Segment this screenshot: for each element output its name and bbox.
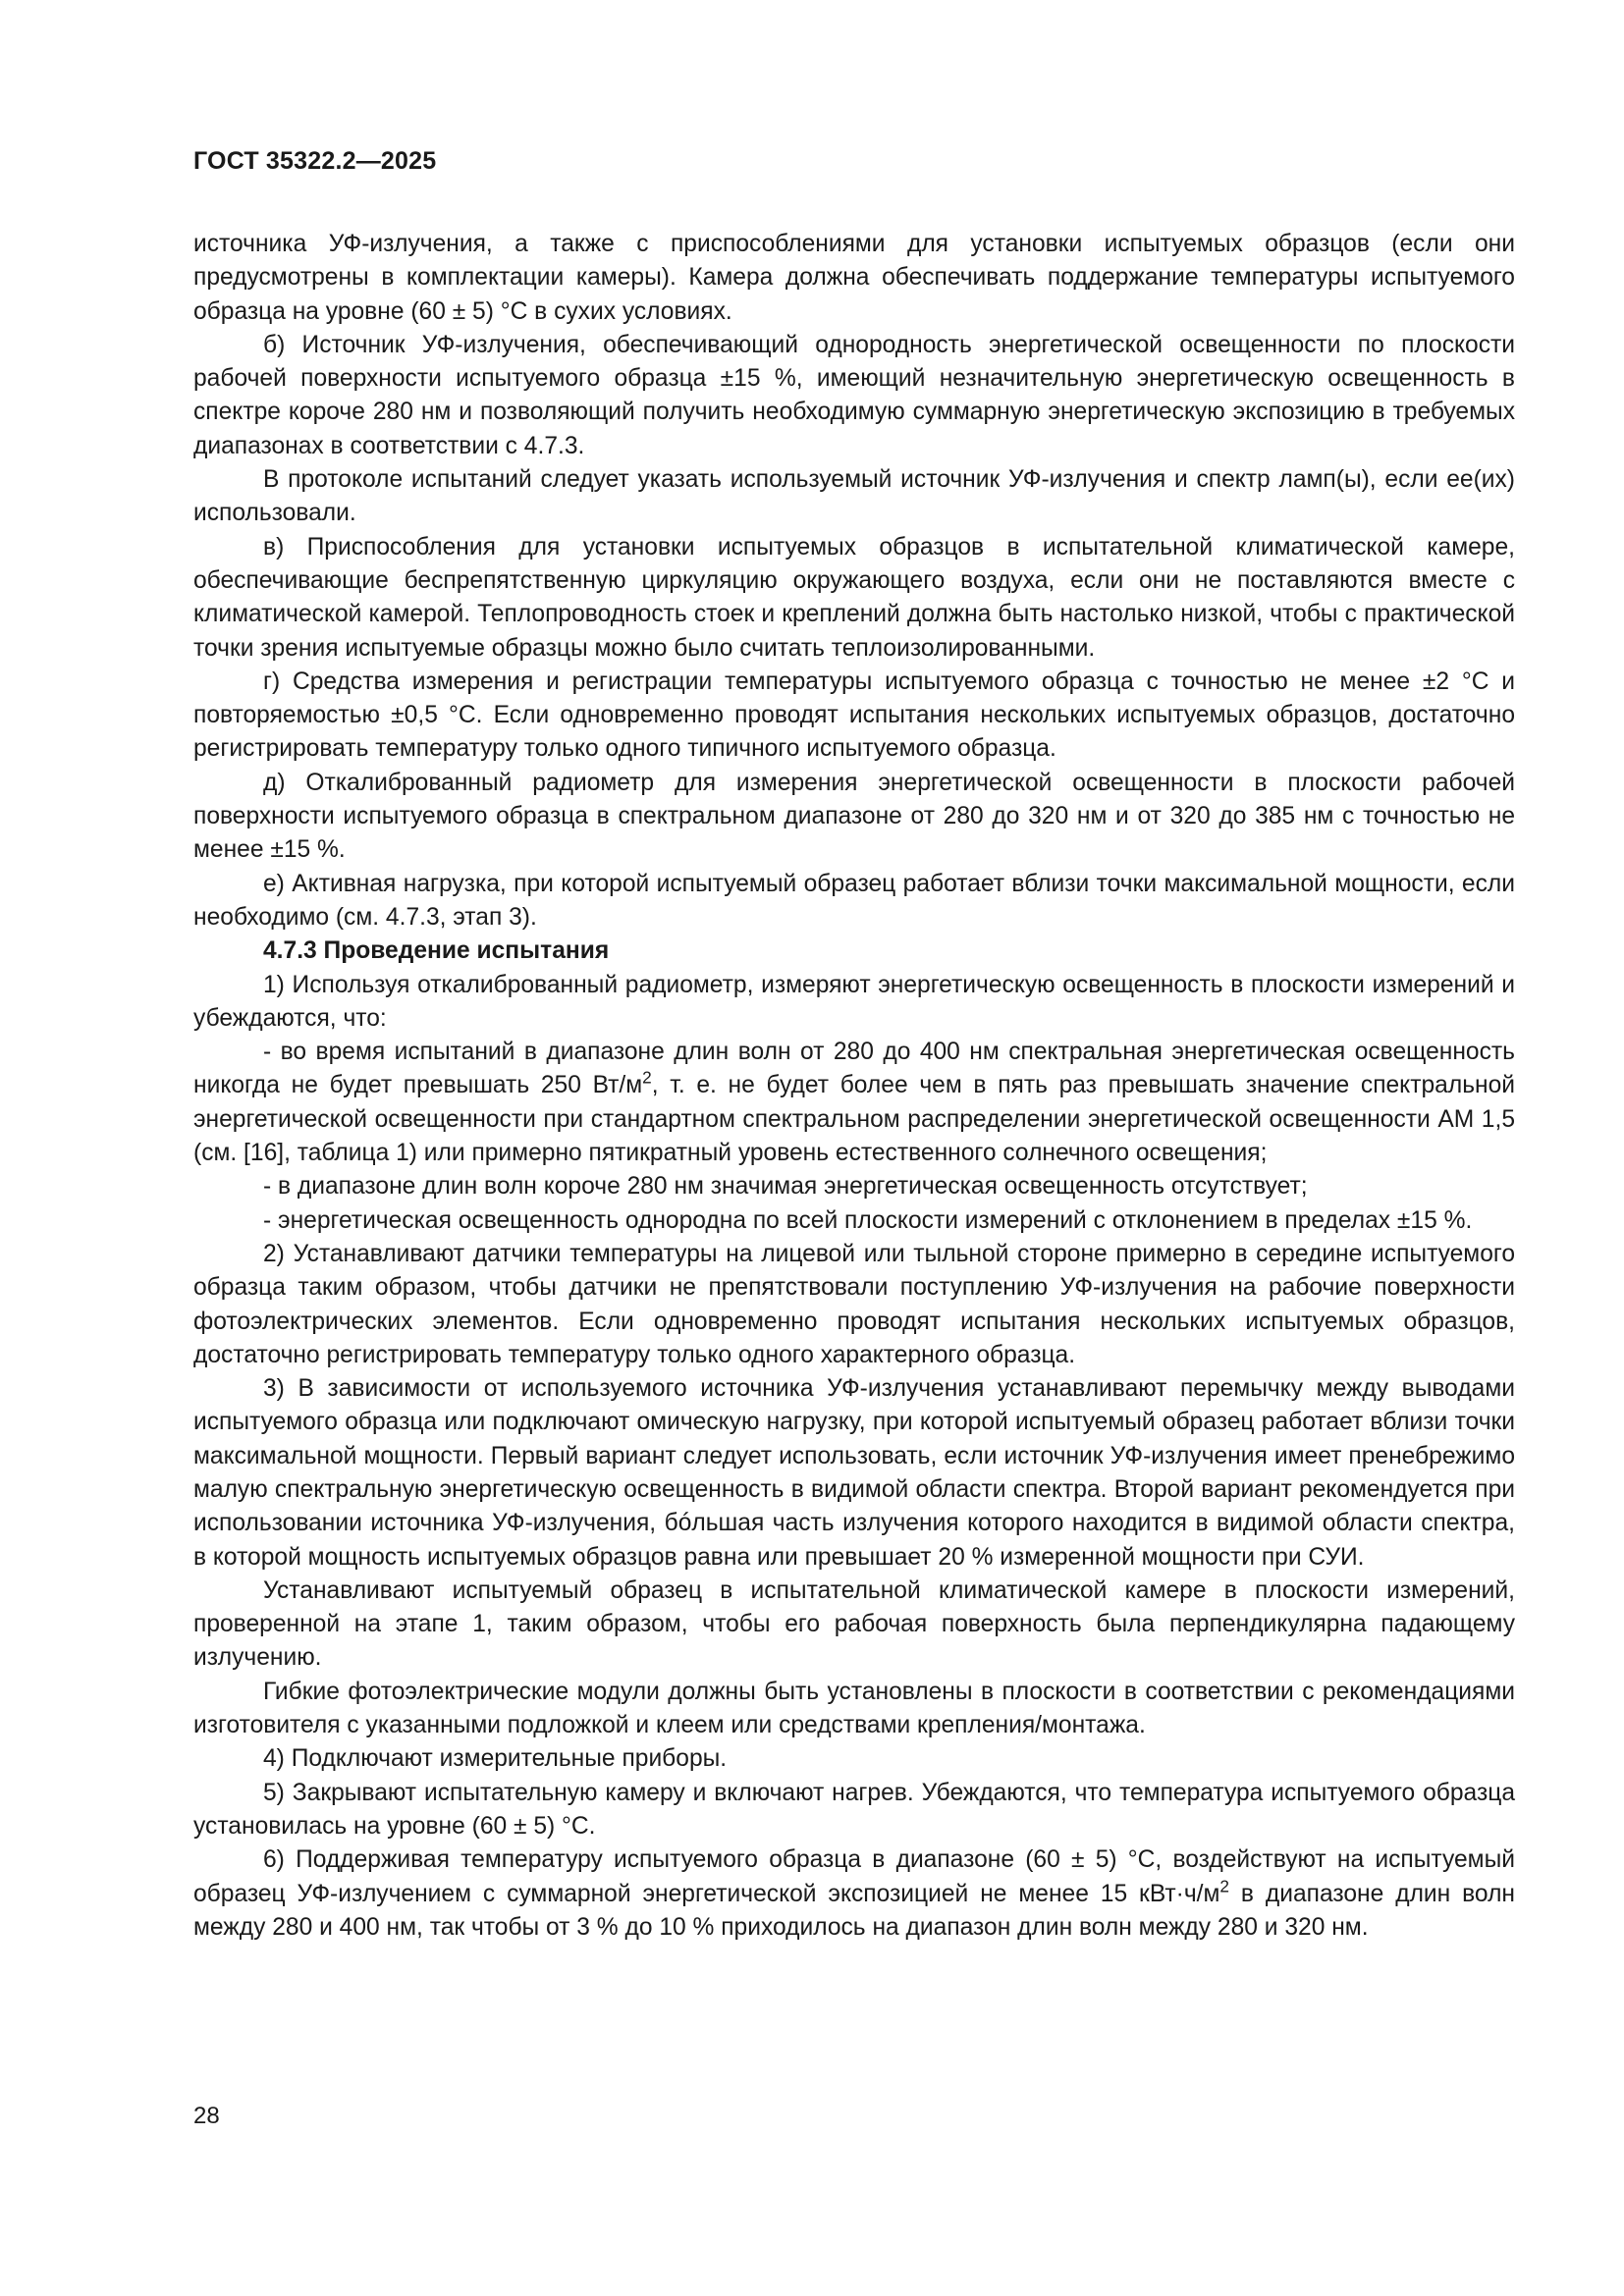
paragraph: Устанавливают испытуемый образец в испытательной климатической камере в плоскости измерений, проверенной на этапе 1, таким образом, чтобы его рабочая поверхность была перпендикулярна падающему излучению.	[193, 1576, 1515, 1672]
paragraph: 6) Поддерживая температуру испытуемого образца в диапазоне (60 ± 5) °С, воздействуют на испытуемый образец УФ-излучением с суммарной энергетической экспозицией не менее 15 $кВт\cdot ч/м^2$ в диапазоне длин волн между 280 и 400 нм, так чтобы от 3 % до 10 % приходилось на диапазон длин волн между 280 и 320 нм.	[193, 1846, 1516, 1941]
paragraph: - энергетическая освещенность однородна по всей плоскости измерений с отклонением в пределах ±15 %.	[263, 1206, 1473, 1234]
paragraph: - во время испытаний в диапазоне длин волн от 280 до 400 нм спектральная энергетическая освещенность никогда не будет превышать 250 $Вт/м^2$, т. е. не будет более чем в пять раз превышать значение спектральной энергетической освещенности при стандартном спектральном распределении энергетической освещенности АМ 1,5 (см. [16], таблица 1) или примерно пятикратный уровень естественного солнечного освещения;	[193, 1039, 1516, 1167]
paragraph: В протоколе испытаний следует указать используемый источник УФ-излучения и спектр ламп(ы), если ее(их) использовали.	[193, 466, 1515, 527]
paragraph: 1) Используя откалиброванный радиометр, измеряют энергетическую освещенность в плоскости измерений и убеждаются, что:	[193, 971, 1515, 1032]
paragraph: 4) Подключают измерительные приборы.	[263, 1745, 728, 1773]
document-header	[193, 147, 436, 176]
paragraph: е) Активная нагрузка, при которой испытуемый образец работает вблизи точки максимальной мощности, если необходимо (см. 4.7.3, этап 3).	[193, 870, 1515, 931]
document-body	[193, 228, 1515, 1945]
paragraph: 3) В зависимости от используемого источника УФ-излучения устанавливают перемычку между выводами испытуемого образца или подключают омическую нагрузку, при которой испытуемый образец работает вблизи точки максимальной мощности. Первый вариант следует использовать, если источник УФ-излучения имеет пренебрежимо малую спектральную энергетическую освещенность в видимой области спектра. Второй вариант рекомендуется при использовании источника УФ-излучения, бóльшая часть излучения которого находится в видимой области спектра, в которой мощность испытуемых образцов равна или превышает 20 % измеренной мощности при СУИ.	[193, 1375, 1515, 1571]
standard-designation: ГОСТ 35322.2—2025	[193, 147, 437, 175]
paragraph: б) Источник УФ-излучения, обеспечивающий однородность энергетической освещенности по плоскости рабочей поверхности испытуемого образца ±15 %, имеющий незначительную энергетическую освещенность в спектре короче 280 нм и позволяющий получить необходимую суммарную энергетическую экспозицию в требуемых диапазонах в соответствии с 4.7.3.	[193, 331, 1515, 459]
section-heading: 4.7.3 Проведение испытания	[263, 937, 610, 965]
paragraph: в) Приспособления для установки испытуемых образцов в испытательной климатической камере, обеспечивающие беспрепятственную циркуляцию окружающего воздуха, если они не поставляются вместе с климатической камерой. Теплопроводность стоек и креплений должна быть настолько низкой, чтобы с практической точки зрения испытуемые образцы можно было считать теплоизолированными.	[193, 533, 1515, 662]
paragraph: 2) Устанавливают датчики температуры на лицевой или тыльной стороне примерно в середине испытуемого образца таким образом, чтобы датчики не препятствовали поступлению УФ-излучения на рабочие поверхности фотоэлектрических элементов. Если одновременно проводят испытания нескольких испытуемых образцов, достаточно регистрировать температуру только одного характерного образца.	[193, 1240, 1515, 1368]
paragraph: д) Откалиброванный радиометр для измерения энергетической освещенности в плоскости рабочей поверхности испытуемого образца в спектральном диапазоне от 280 до 320 нм и от 320 до 385 нм с точностью не менее ±15 %.	[193, 769, 1515, 864]
paragraph: г) Средства измерения и регистрации температуры испытуемого образца с точностью не менее ±2 °С и повторяемостью ±0,5 °С. Если одновременно проводят испытания нескольких испытуемых образцов, достаточно регистрировать температуру только одного типичного испытуемого образца.	[193, 667, 1515, 763]
page-number: 28	[193, 2103, 220, 2129]
paragraph: источника УФ-излучения, а также с приспособлениями для установки испытуемых образцов (если они предусмотрены в комплектации камеры). Камера должна обеспечивать поддержание температуры испытуемого образца на уровне (60 ± 5) °С в сухих условиях.	[193, 231, 1515, 325]
paragraph: 5) Закрывают испытательную камеру и включают нагрев. Убеждаются, что температура испытуемого образца установилась на уровне (60 ± 5) °С.	[193, 1779, 1515, 1840]
paragraph: Гибкие фотоэлектрические модули должны быть установлены в плоскости в соответствии с рекомендациями изготовителя с указанными подложкой и клеем или средствами крепления/монтажа.	[193, 1678, 1515, 1739]
paragraph: - в диапазоне длин волн короче 280 нм значимая энергетическая освещенность отсутствует;	[263, 1173, 1308, 1201]
